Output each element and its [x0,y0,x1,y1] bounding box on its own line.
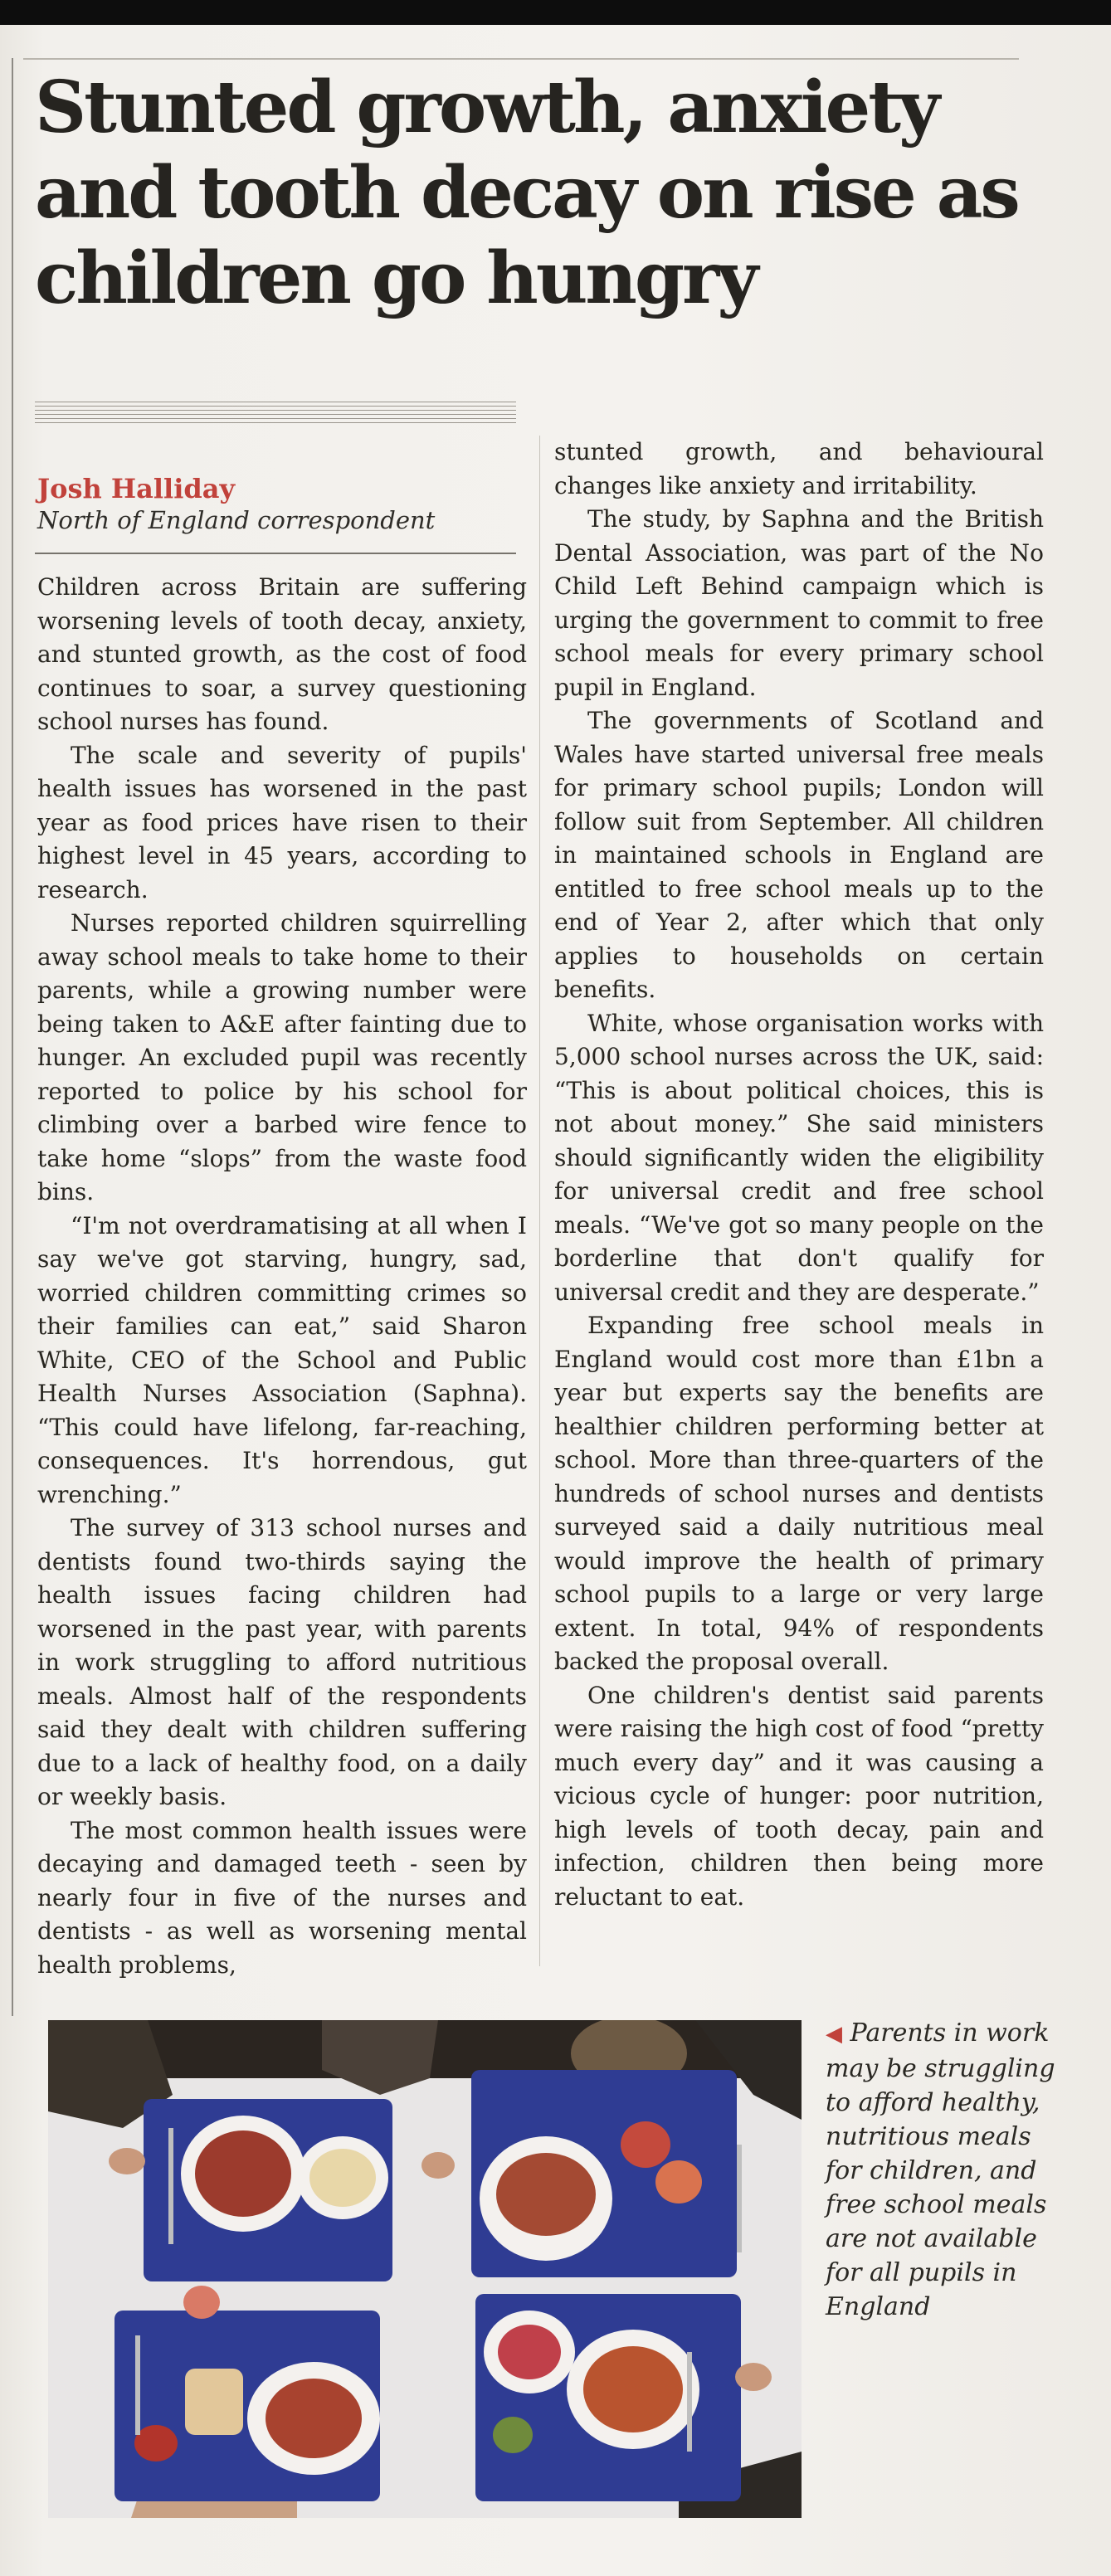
paragraph: The governments of Scotland and Wales have started universal free meals for primary school pupils; London will follow suit from September. All children in maintained schools in England are entitled to free school meals up to the end of Year 2, after which that only applies to households on certain benefits. [554,707,1044,1003]
byline-role: North of England correspondent [37,506,436,535]
paragraph: Children across Britain are suffering worsening levels of tooth decay, anxiety, and stunted growth, as the cost of food continues to soar, a survey questioning school nurses has found. [37,573,527,735]
paragraph-continued: stunted growth, and behavioural changes like anxiety and irritability. [554,438,1044,499]
paragraph: “I'm not overdramatising at all when I say we've got starving, hungry, sad, worried children committing crimes so their families can eat,” said Sharon White, CEO of the School and Public Health Nurses Association (Saphna). “This could have lifelong, far-reaching, consequences. It's horrendous, gut wrenching.” [37,1211,527,1508]
byline [37,473,527,538]
byline-rule [35,553,516,554]
scan-top-border [0,0,1111,25]
paragraph: One children's dentist said parents were raising the high cost of food “pretty much every day” and it was causing a vicious cycle of hunger: poor nutrition, high levels of tooth decay, pain and infection, children then being more reluctant to eat. [554,1681,1044,1911]
byline-name: Josh Halliday [37,473,236,504]
paragraph: The survey of 313 school nurses and dentists found two-thirds saying the health issues facing children had worsened in the past year, with parents in work struggling to afford nutritious meals. Almost half of the respondents said they dealt with children suffering due to a lack of healthy food, on a daily or weekly basis. [37,1514,527,1810]
paragraph: The scale and severity of pupils' health issues has worsened in the past year as food prices have risen to their highest level in 45 years, according to research. [37,741,527,903]
headline-hatch-rule [35,402,516,425]
paragraph: White, whose organisation works with 5,000 school nurses across the UK, said: “This is about political choices, this is not about money.” She said ministers should significantly widen the eligibility for universal credit and free school meals. “We've got so many people on the borderline that don't qualify for universal credit and they are desperate.” [554,1009,1044,1306]
article-column-2 [554,436,1044,1914]
photo-caption [826,2016,1074,2324]
paragraph: The most common health issues were decaying and damaged teeth - seen by nearly four in five of the nurses and dentists - as well as worsening mental health problems, [37,1816,527,1979]
school-meal-photo [48,2020,802,2518]
column-divider [539,436,540,1966]
article-column-1 [37,571,527,1982]
left-triangle-icon: ◀ [826,2022,842,2047]
caption-text: Parents in work may be struggling to afford healthy, nutritious meals for children, and free school meals are not available for all pupils in England [826,2018,1055,2321]
headline: Stunted growth, anxiety and tooth decay on rise as children go hungry [35,66,1018,321]
paragraph: Expanding free school meals in England would cost more than £1bn a year but experts say the benefits are healthier children performing better at school. More than three-quarters of the hundreds of school nurses and dentists surveyed said a daily nutritious meal would improve the health of primary school pupils to a large or very large extent. In total, 94% of respondents backed the proposal overall. [554,1312,1044,1675]
paragraph: The study, by Saphna and the British Dental Association, was part of the No Child Left Behind campaign which is urging the government to commit to free school meals for every primary school pupil in England. [554,505,1044,701]
left-rule [12,58,13,2016]
paragraph: Nurses reported children squirrelling away school meals to take home to their parents, while a growing number were being taken to A&E after fainting due to hunger. An excluded pupil was recently reported to police by his school for climbing over a barbed wire fence to take home “slops” from the waste food bins. [37,909,527,1205]
newspaper-clipping [0,25,1111,2576]
top-rule [23,58,1019,60]
